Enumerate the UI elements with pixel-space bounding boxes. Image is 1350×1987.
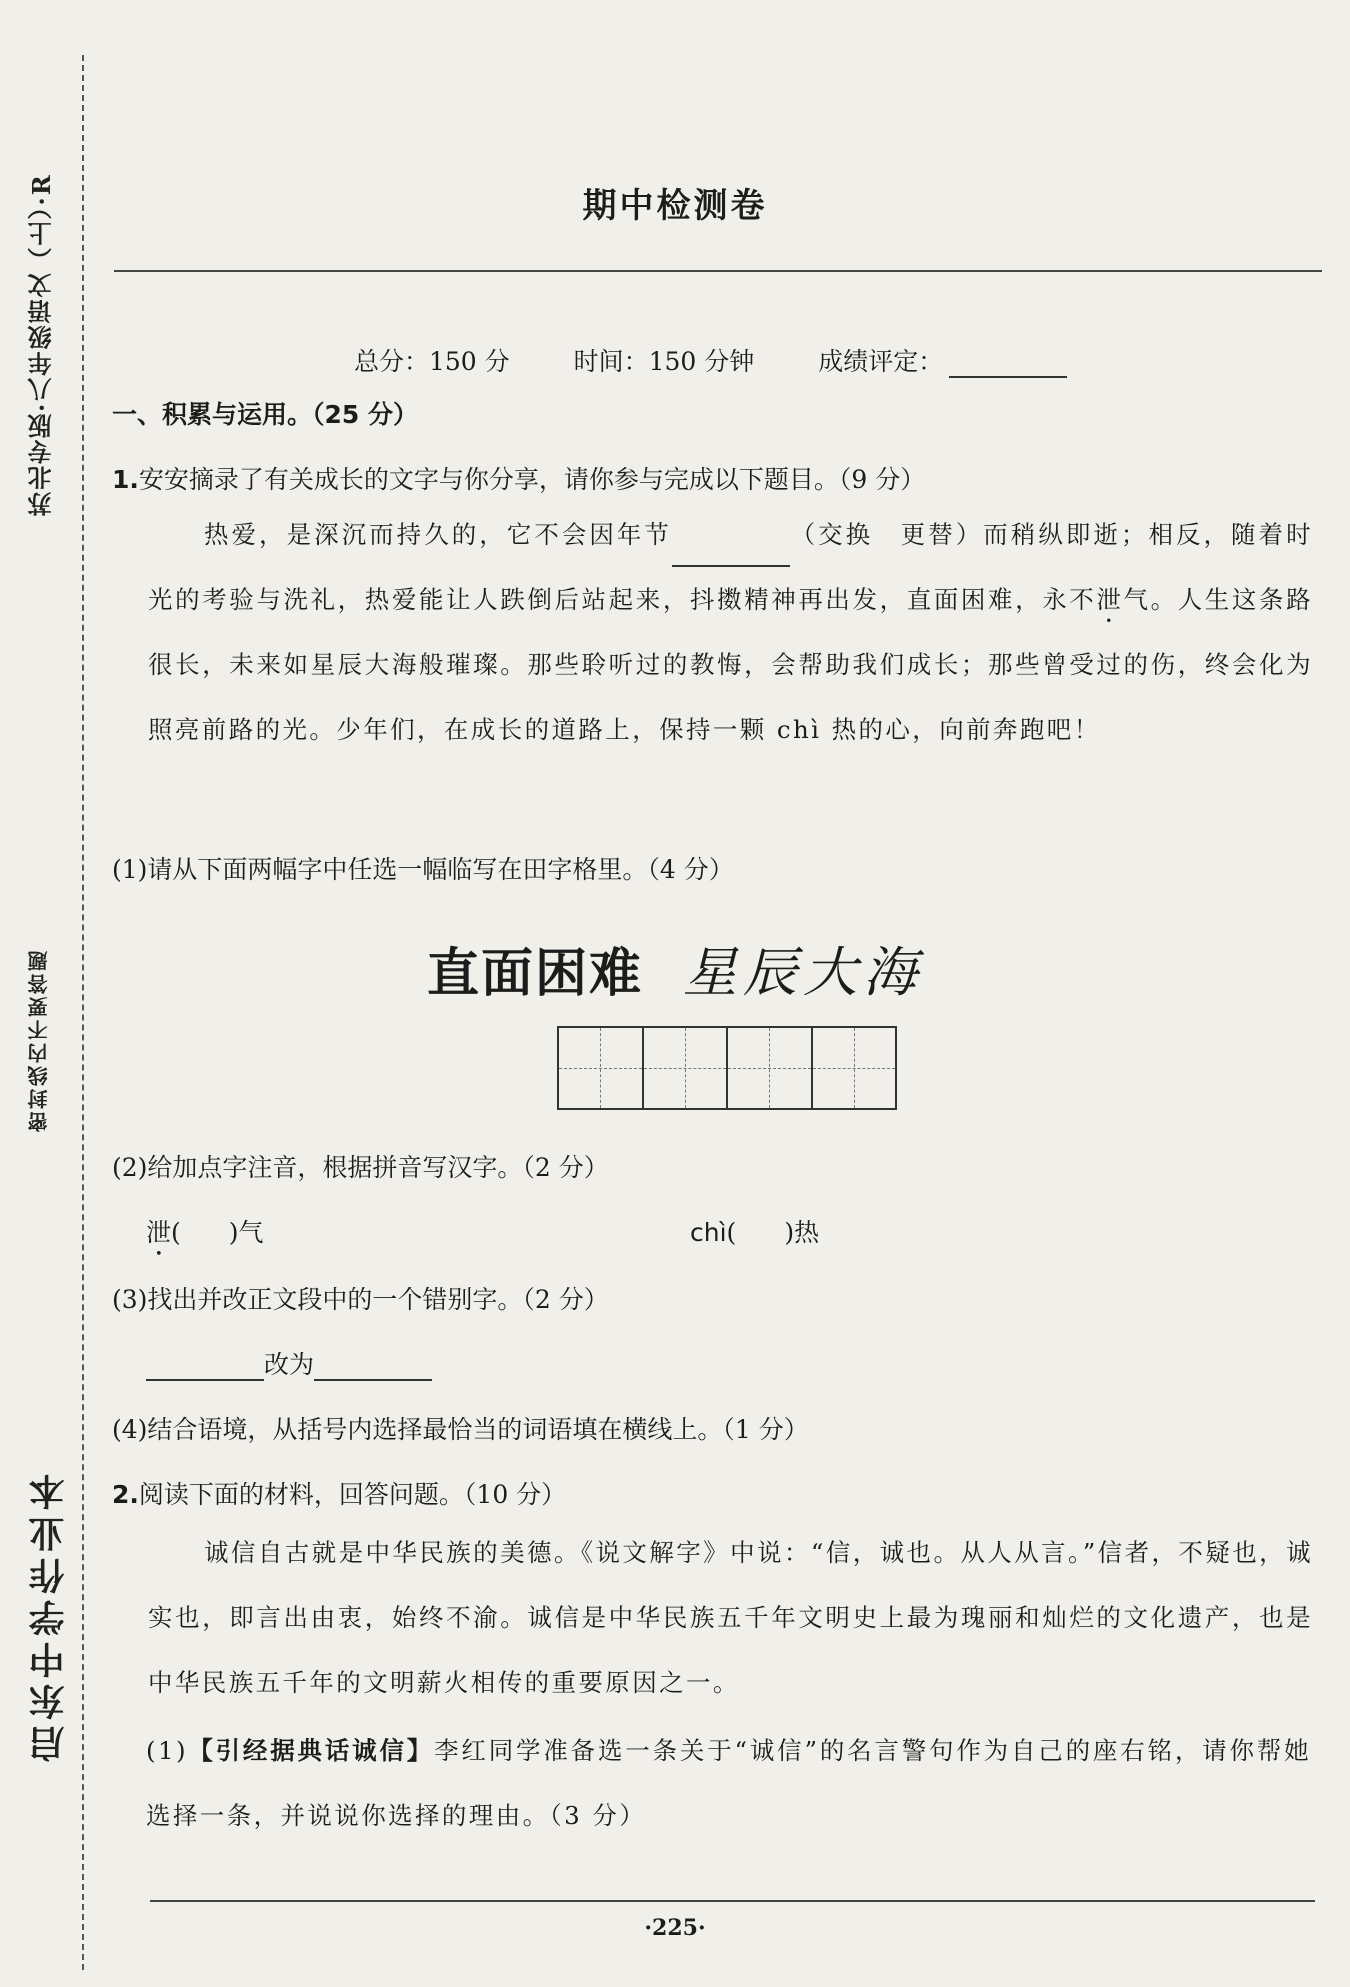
side-series-label: 苏北专版·八年级语文（上）·R [27, 173, 56, 517]
fill-xie-char: 泄 [146, 1218, 172, 1247]
passage-blank[interactable] [672, 543, 790, 567]
grid-cell[interactable] [559, 1028, 644, 1108]
question-2-passage: 诚信自古就是中华民族的美德。《说文解字》中说：“信，诚也。从人从言。”信者，不疑也，诚实也，即言出由衷，始终不渝。诚信是中华民族五千年文明史上最为瑰丽和灿烂的文化遗产，也是中华民族五千年的文明薪火相传的重要原因之一。 [148, 1538, 1313, 1697]
section-heading: 一、积累与运用。（25 分） [112, 400, 418, 429]
page-title: 期中检测卷 [582, 186, 768, 226]
q2-sub1-text: 李红同学准备选一条关于“诚信”的名言警句作为自己的座右铭，请你帮她选择一条，并说说你选择的理由。（3 分） [146, 1736, 1311, 1830]
fill-chi [690, 1213, 819, 1249]
fill-chi-pinyin: chì [690, 1218, 727, 1247]
change-to-label: 改为 [264, 1350, 315, 1379]
footer-rule [150, 1900, 1315, 1902]
grid-cell[interactable] [644, 1028, 729, 1108]
q2-sub1 [146, 1718, 1311, 1848]
tianzige-grid[interactable] [557, 1026, 897, 1110]
paren-close: )热 [784, 1218, 820, 1247]
grade-label: 成绩评定： [818, 347, 944, 376]
question-2-number: 2. [112, 1480, 139, 1509]
page-number: ·225· [644, 1915, 706, 1941]
passage-part-b: 而稍纵即逝；相反，随着时光的考验与洗礼，热爱能让人跌倒后站起来，抖擞精神再出发，直面困难，永不 [148, 520, 1313, 614]
exam-meta [354, 342, 1123, 378]
question-1-number: 1. [112, 465, 139, 494]
question-1-passage [148, 502, 1313, 762]
q1-sub3: (3)找出并改正文段中的一个错别字。（2 分） [112, 1285, 609, 1314]
dotted-char: 泄 [1096, 585, 1124, 614]
paren-close: )气 [228, 1218, 264, 1247]
q2-sub1-tag: 【引经据典话诚信】 [187, 1736, 435, 1765]
title-rule [114, 270, 1322, 272]
grid-cell[interactable] [813, 1028, 896, 1108]
question-1-text: 安安摘录了有关成长的文字与你分享，请你参与完成以下题目。（9 分） [138, 465, 926, 494]
passage-choice: （交换 更替） [789, 520, 984, 549]
total-score: 总分：150 分 [354, 347, 510, 376]
paren-open: ( [726, 1218, 737, 1247]
exam-time: 时间：150 分钟 [573, 347, 755, 376]
side-seal-notice: 密封线内不要答题 [27, 948, 51, 1132]
grid-cell[interactable] [728, 1028, 813, 1108]
question-2-text: 阅读下面的材料，回答问题。（10 分） [138, 1480, 567, 1509]
calligraphy-a: 直面困难 [426, 944, 643, 1004]
side-book-name: 启东中学作业本 [29, 1468, 70, 1762]
passage-part-a: 热爱，是深沉而持久的，它不会因年节 [204, 520, 672, 549]
question-1 [112, 460, 925, 496]
question-2 [112, 1475, 566, 1511]
q2-sub1-prefix: (1) [146, 1736, 188, 1765]
q1-sub4: (4)结合语境，从括号内选择最恰当的词语填在横线上。（1 分） [112, 1415, 809, 1444]
binding-dashed-line [82, 55, 84, 1970]
correction-line [146, 1345, 432, 1381]
q1-sub1: (1)请从下面两幅字中任选一幅临写在田字格里。（4 分） [112, 855, 734, 884]
grade-blank[interactable] [949, 354, 1067, 378]
calligraphy-samples [0, 930, 1350, 1007]
passage-part-c: 气。人生这条路很长，未来如星辰大海般璀璨。那些聆听过的教悔，会帮助我们成长；那些曾受过的伤，终会化为照亮前路的光。少年们，在成长的道路上，保持一颗 chì 热的心，向前奔跑吧！ [148, 585, 1313, 744]
calligraphy-b: 星辰大海 [683, 941, 923, 1004]
paren-open: ( [171, 1218, 181, 1247]
wrong-char-blank[interactable] [146, 1357, 264, 1381]
q1-sub2: (2)给加点字注音，根据拼音写汉字。（2 分） [112, 1153, 609, 1182]
correct-char-blank[interactable] [314, 1357, 432, 1381]
fill-xie [146, 1213, 264, 1262]
